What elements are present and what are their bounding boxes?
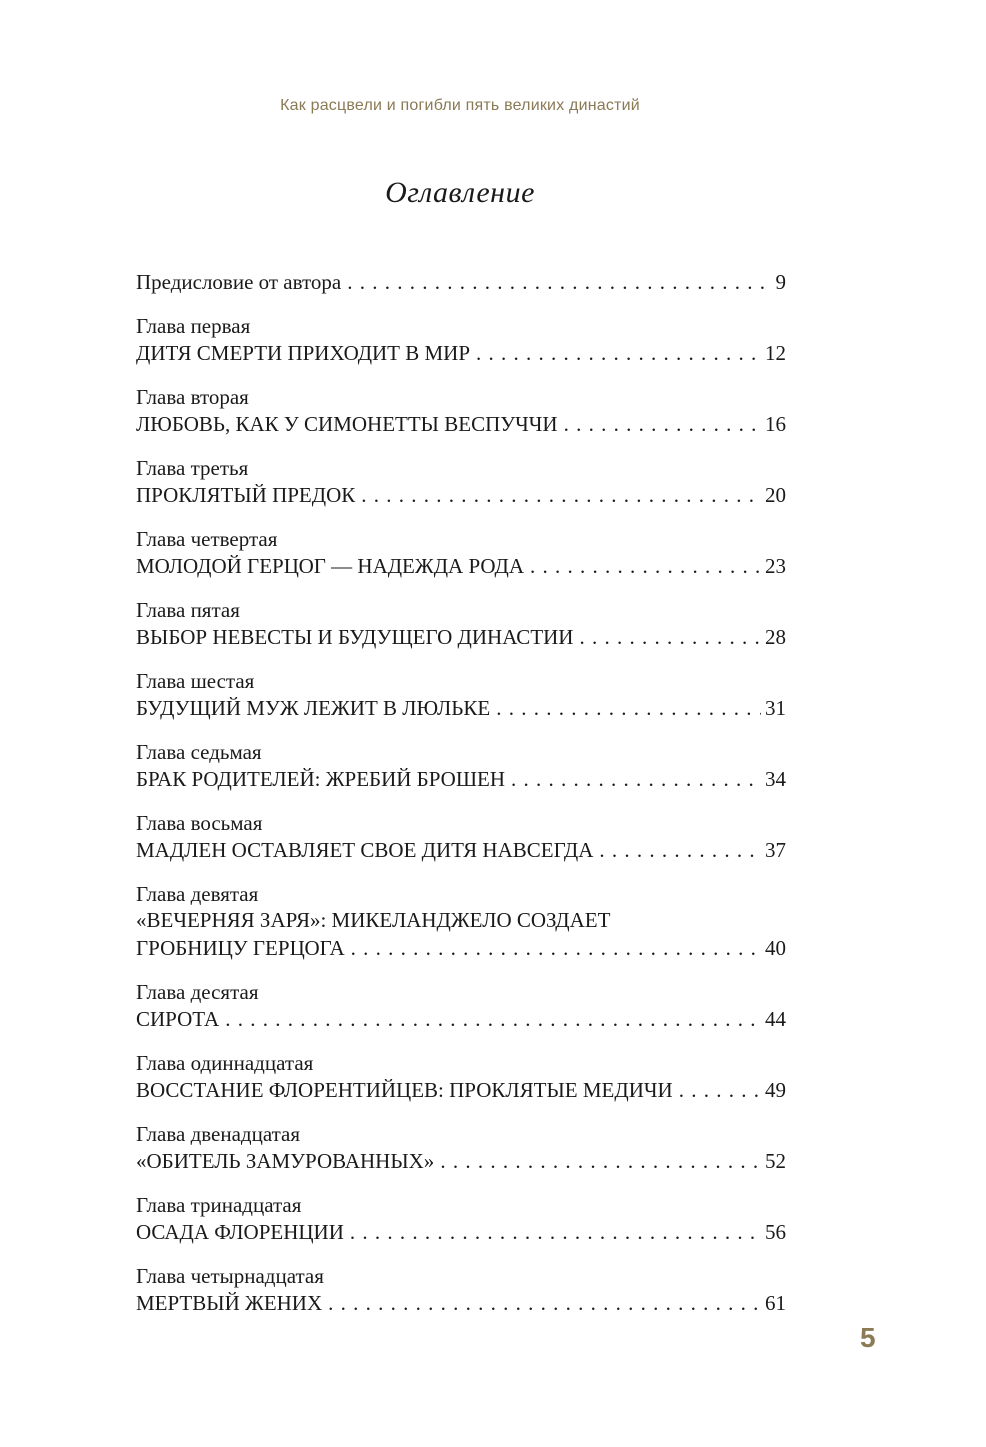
entry-title: СИРОТА (136, 1007, 220, 1031)
dot-leader (350, 1218, 761, 1246)
chapter-label: Глава двенадцатая (136, 1122, 301, 1146)
entry-title: БРАК РОДИТЕЛЕЙ: ЖРЕБИЙ БРОШЕН (136, 767, 506, 791)
dot-leader (440, 1147, 761, 1175)
toc-entry-chapter-12[interactable] (136, 1121, 786, 1175)
dot-leader (347, 268, 771, 296)
toc-line (136, 268, 786, 296)
entry-page: 40 (765, 936, 786, 960)
toc-line (136, 481, 786, 509)
entry-title: МАДЛЕН ОСТАВЛЯЕТ СВОЕ ДИТЯ НАВСЕГДА (136, 838, 594, 862)
entry-title: МЕРТВЫЙ ЖЕНИХ (136, 1291, 323, 1315)
toc-entry-chapter-13[interactable] (136, 1192, 786, 1246)
chapter-label: Глава тринадцатая (136, 1193, 302, 1217)
toc-line (136, 765, 786, 793)
dot-leader (351, 934, 761, 962)
entry-title: ВЫБОР НЕВЕСТЫ И БУДУЩЕГО ДИНАСТИИ (136, 625, 574, 649)
toc-entry-chapter-8[interactable] (136, 810, 786, 864)
entry-page: 12 (765, 341, 786, 365)
dot-leader (564, 410, 761, 438)
entry-title: ГРОБНИЦУ ГЕРЦОГА (136, 936, 345, 960)
dot-leader (328, 1289, 761, 1317)
page-number: 5 (860, 1322, 876, 1353)
toc-line (136, 623, 786, 651)
chapter-label: Глава десятая (136, 980, 259, 1004)
running-header: Как расцвели и погибли пять великих династий (280, 97, 640, 114)
toc-line (136, 934, 786, 962)
entry-page: 49 (765, 1078, 786, 1102)
chapter-label: Глава девятая (136, 882, 259, 906)
table-of-contents (136, 268, 786, 1334)
toc-line (136, 1147, 786, 1175)
entry-page: 52 (765, 1149, 786, 1173)
chapter-label: Глава первая (136, 314, 251, 338)
chapter-label: Глава четырнадцатая (136, 1264, 324, 1288)
chapter-label: Глава одиннадцатая (136, 1051, 314, 1075)
toc-line (136, 410, 786, 438)
entry-title: «ОБИТЕЛЬ ЗАМУРОВАННЫХ» (136, 1149, 435, 1173)
toc-line (136, 339, 786, 367)
toc-entry-chapter-10[interactable] (136, 979, 786, 1033)
dot-leader (496, 694, 761, 722)
toc-entry-chapter-9[interactable] (136, 881, 786, 962)
toc-entry-preface[interactable] (136, 268, 786, 296)
toc-entry-chapter-11[interactable] (136, 1050, 786, 1104)
toc-line (136, 552, 786, 580)
toc-entry-chapter-2[interactable] (136, 384, 786, 438)
chapter-label: Глава вторая (136, 385, 249, 409)
entry-page: 61 (765, 1291, 786, 1315)
entry-page: 31 (765, 696, 786, 720)
entry-title: ДИТЯ СМЕРТИ ПРИХОДИТ В МИР (136, 341, 471, 365)
entry-page: 23 (765, 554, 786, 578)
entry-page: 56 (765, 1220, 786, 1244)
toc-title: Оглавление (385, 176, 535, 209)
toc-line (136, 1218, 786, 1246)
entry-title: ОСАДА ФЛОРЕНЦИИ (136, 1220, 344, 1244)
toc-entry-chapter-6[interactable] (136, 668, 786, 722)
dot-leader (361, 481, 761, 509)
entry-page: 28 (765, 625, 786, 649)
chapter-label: Глава седьмая (136, 740, 262, 764)
toc-line (136, 836, 786, 864)
toc-entry-chapter-4[interactable] (136, 526, 786, 580)
chapter-label: Глава восьмая (136, 811, 263, 835)
dot-leader (511, 765, 761, 793)
entry-title: Предисловие от автора (136, 270, 342, 294)
entry-page: 34 (765, 767, 786, 791)
entry-title: МОЛОДОЙ ГЕРЦОГ — НАДЕЖДА РОДА (136, 554, 524, 578)
toc-entry-chapter-14[interactable] (136, 1263, 786, 1317)
dot-leader (579, 623, 761, 651)
chapter-label: Глава четвертая (136, 527, 278, 551)
entry-title: ЛЮБОВЬ, КАК У СИМОНЕТТЫ ВЕСПУЧЧИ (136, 412, 558, 436)
chapter-label: Глава третья (136, 456, 249, 480)
entry-title: БУДУЩИЙ МУЖ ЛЕЖИТ В ЛЮЛЬКЕ (136, 696, 491, 720)
dot-leader (225, 1005, 761, 1033)
dot-leader (530, 552, 761, 580)
toc-line (136, 1005, 786, 1033)
toc-entry-chapter-7[interactable] (136, 739, 786, 793)
chapter-label: Глава шестая (136, 669, 255, 693)
dot-leader (476, 339, 761, 367)
entry-page: 37 (765, 838, 786, 862)
entry-page: 20 (765, 483, 786, 507)
entry-title: ПРОКЛЯТЫЙ ПРЕДОК (136, 483, 356, 507)
toc-entry-chapter-3[interactable] (136, 455, 786, 509)
entry-title: ВОССТАНИЕ ФЛОРЕНТИЙЦЕВ: ПРОКЛЯТЫЕ МЕДИЧИ (136, 1078, 673, 1102)
entry-page: 9 (775, 270, 786, 294)
chapter-label: Глава пятая (136, 598, 240, 622)
toc-entry-chapter-5[interactable] (136, 597, 786, 651)
entry-title-line-1: «ВЕЧЕРНЯЯ ЗАРЯ»: МИКЕЛАНДЖЕЛО СОЗДАЕТ (136, 908, 611, 932)
toc-line (136, 1076, 786, 1104)
entry-page: 44 (765, 1007, 786, 1031)
toc-line (136, 694, 786, 722)
toc-line (136, 1289, 786, 1317)
dot-leader (599, 836, 761, 864)
toc-entry-chapter-1[interactable] (136, 313, 786, 367)
entry-page: 16 (765, 412, 786, 436)
dot-leader (679, 1076, 761, 1104)
